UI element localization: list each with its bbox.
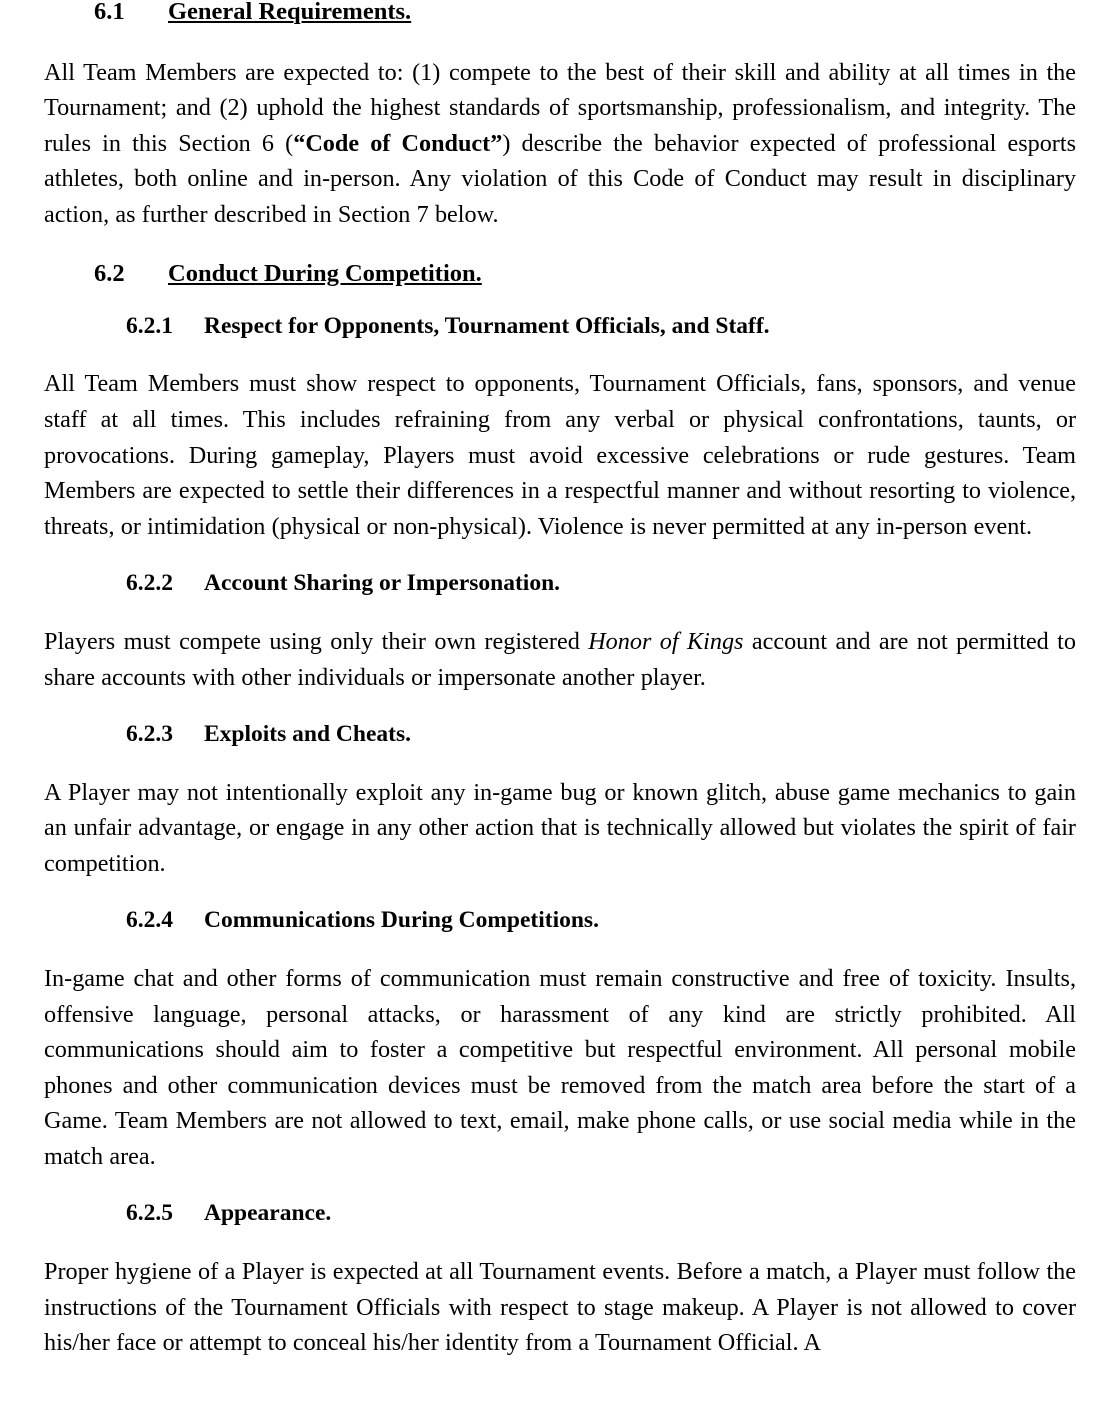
paragraph-6-2-2-pre: Players must compete using only their own registered [44, 627, 589, 655]
heading-6-2-5-number: 6.2.5 [126, 1200, 173, 1227]
paragraph-6-1-bold-term: “Code of Conduct” [293, 129, 503, 157]
paragraph-6-2-2 [44, 624, 1076, 695]
heading-6-2-number: 6.2 [94, 260, 125, 288]
heading-6-2-4 [44, 909, 1076, 933]
heading-6-2-3 [44, 723, 1076, 747]
heading-6-2-title: Conduct During Competition. [168, 260, 482, 288]
paragraph-6-1-pre: All Team Members are expected to: (1) compete to the best of their skill and ability at all times in the Tournament; and (2) uphold the highest standards of sportsmanship, professionalism, and integrity. The rules in this Section 6 ( [44, 58, 1076, 157]
paragraph-6-2-5: Proper hygiene of a Player is expected at all Tournament events. Before a match, a Player must follow the instructions of the Tournament Officials with respect to stage makeup. A Player is not allowed to cover his/her face or attempt to conceal his/her identity from a Tournament Official. A [44, 1257, 1076, 1357]
heading-6-2-4-number: 6.2.4 [126, 907, 173, 934]
heading-6-1-title: General Requirements. [168, 0, 412, 25]
paragraph-6-2-2-italic-game-title: Honor of Kings [588, 627, 744, 655]
heading-6-2-3-number: 6.2.3 [126, 721, 173, 748]
heading-6-1-number: 6.1 [94, 0, 125, 25]
heading-6-2-3-title: Exploits and Cheats. [204, 721, 411, 748]
paragraph-6-2-1: All Team Members must show respect to opponents, Tournament Officials, fans, sponsors, and venue staff at all times. This includes refraining from any verbal or physical confrontations, taunts, or provocations. During gameplay, Players must avoid excessive celebrations or rude gestures. Team Members are expected to settle their differences in a respectful manner and without resorting to violence, threats, or intimidation (physical or non-physical). Violence is never permitted at any in-person event. [44, 370, 1076, 540]
heading-6-2-2-number: 6.2.2 [126, 570, 173, 597]
paragraph-6-1-post: ) describe the behavior expected of professional esports athletes, both online and in-person. Any violation of this Code of Conduct may result in disciplinary action, as further described in Section 7 below. [44, 129, 1076, 228]
heading-6-1 [44, 0, 1076, 25]
paragraph-6-2-2-post: account and are not permitted to share accounts with other individuals or impersonate another player. [44, 627, 1076, 691]
heading-6-2-1-number: 6.2.1 [126, 312, 173, 339]
heading-6-2 [44, 262, 1076, 287]
heading-6-2-5 [44, 1202, 1076, 1226]
paragraph-6-2-3: A Player may not intentionally exploit any in-game bug or known glitch, abuse game mechanics to gain an unfair advantage, or engage in any other action that is technically allowed but violates the spirit of fair competition. [44, 778, 1076, 877]
paragraph-6-2-4: In-game chat and other forms of communication must remain constructive and free of toxicity. Insults, offensive language, personal attacks, or harassment of any kind are strictly prohibited. All communications should aim to foster a competitive but respectful environment. All personal mobile phones and other communication devices must be removed from the match area before the start of a Game. Team Members are not allowed to text, email, make phone calls, or use social media while in the match area. [44, 964, 1076, 1170]
heading-6-2-4-title: Communications During Competitions. [204, 907, 599, 934]
heading-6-2-1 [44, 312, 1076, 339]
heading-6-2-2-title: Account Sharing or Impersonation. [204, 570, 561, 597]
paragraph-6-1 [44, 55, 1076, 233]
heading-6-2-1-title: Respect for Opponents, Tournament Officials, and Staff. [204, 312, 770, 339]
heading-6-2-5-title: Appearance. [204, 1200, 332, 1227]
heading-6-2-2 [44, 572, 1076, 596]
